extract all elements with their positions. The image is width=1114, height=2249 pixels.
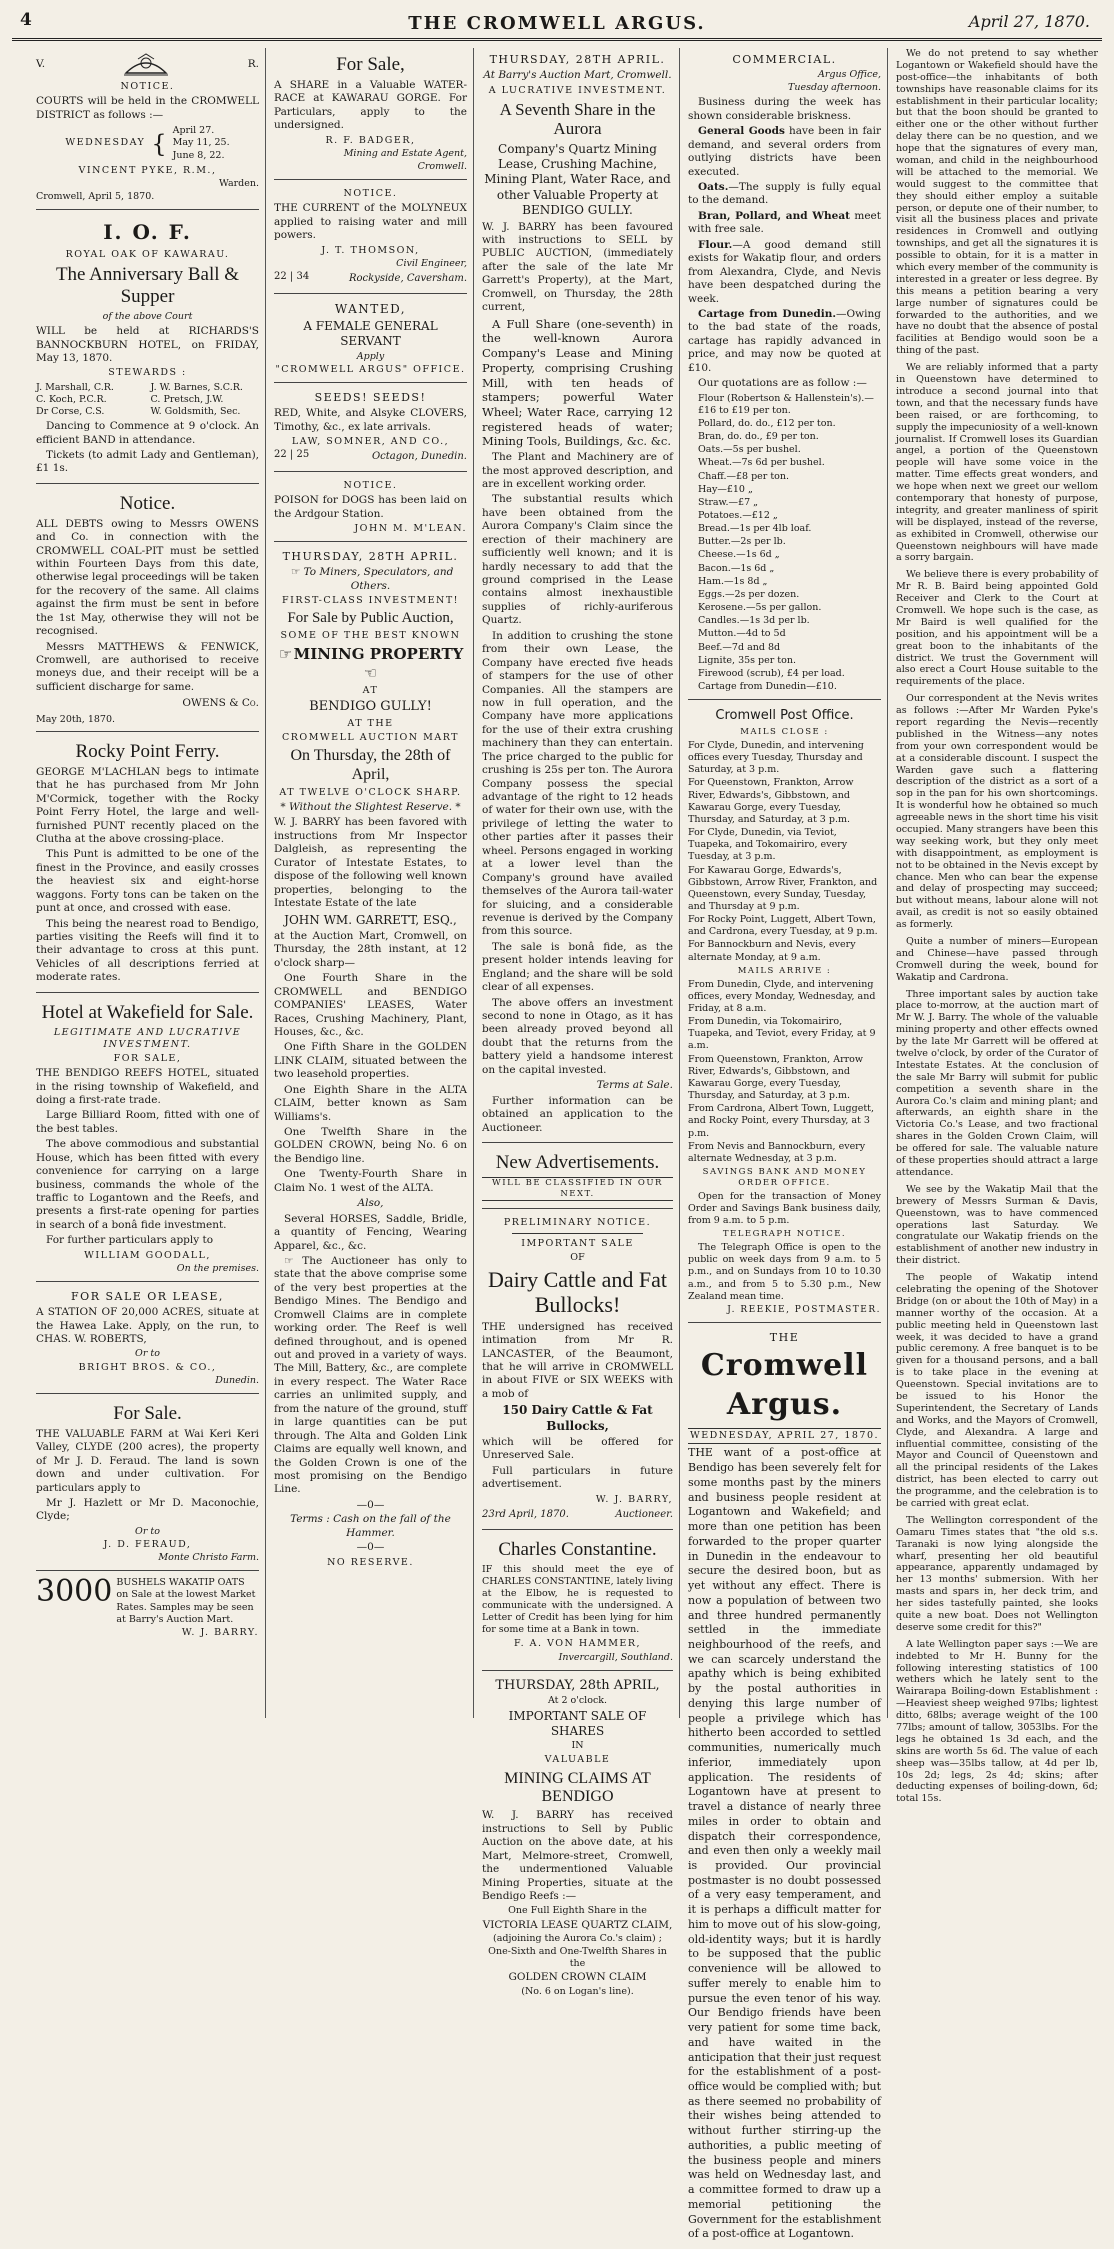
mail-close-item: For Clyde, Dunedin, via Teviot, Tuapeka, and Tokomairiro, every Tuesday, at 3 p.m. [688,827,848,863]
pointing-hand-icon: ☞ [278,644,293,663]
debts-notice [36,487,259,732]
ball-title: The Anniversary Ball & Supper [55,264,240,308]
price-item: Pollard, do. do., £12 per ton. [698,417,836,429]
news-paragraph: The Wellington correspondent of the Oamaru Times states that "the old s.s. Taranaki is now lying alongside the wharf, presenting her old beautiful appearance, apparently undamaged by her 13 months' submersion. With her masts and spars in, her deck trim, and her sides tastefully painted, she looks quite a new boat. Does not Wellington deserve some credit for this?" [896,1514,1098,1633]
auction-sale: For Sale by Public Auction, [287,610,454,627]
price-item: Oats.—5s per bushel. [698,444,801,456]
poison-text: POISON for DOGS has been laid on the Ardgour Station. [274,494,467,520]
newspaper-title: THE CROMWELL ARGUS. [408,13,706,34]
news-paragraph: We are reliably informed that a party in Queenstown have determined to introduce a second journal into that town, and that the necessary funds have been raised, or are forthcoming, to supply the impecuniosity of a well-known journalist. If Cromwell loses its Guardian angel, a portion of the Queenstown people will have some voice in the matter. Time effects great wonders, and we hope when next we greet our wellom contemporary that honesty of purpose, integrity, and greater manliness of spirit will be displayed, instead of the reverse, as exhibited in Cromwell, otherwise our Queenstown neighbours will have made a sorry bargain. [896,362,1098,564]
commercial-text: Business during the week has shown considerable briskness. [688,96,881,122]
auction-horses: Several HORSES, Saddle, Bridle, a quantity of Fencing, Wearing Apparel, &c., &c. [274,1212,467,1252]
seeds-text: RED, White, and Alsyke CLOVERS, Timothy, &c., ex late arrivals. [274,407,467,433]
ferry-text: This being the nearest road to Bendigo, parties visiting the Reefs will find it to their advantage to cross at this punt. Vehicles of all descriptions ferried at moderate rates. [36,917,259,984]
dairy-text: which will be offered for Unreserved Sale. [482,1435,673,1462]
vr-right: R. [247,58,259,71]
news-paragraph: We do not pretend to say whether Logantown or Wakefield should have the post-office—the inhabitants of both townships have reasonable claims for its establishment in their particular locality; but that the boon should be granted to either one or the other without further delay there can be no question, and we hope that the signatures of every man, woman, and child in the neighbourhood will be attached to the memorial. We would suggest to the committee that they should either employ a suitable person, or depute one of their number, to visit all the business places and private residences in Cromwell and outlying townships, and get all the signatures it is possible to obtain, for it is a matter in which every member of the community is interested in a greater or less degree. By this means a petition bearing a very large number of signatures could be forwarded to the authorities, and we have no doubt that the absence of postal facilities at Bendigo would soon be a thing of the past. [896,48,1098,357]
steward: J. Marshall, C.R. [36,381,114,393]
oats-signature: W. J. BARRY. [181,1626,259,1638]
mail-arrive-item: From Cardrona, Albert Town, Luggett, and Rocky Point, every Thursday, at 3 p.m. [688,1103,874,1139]
court-date: May 11, 25. [172,137,230,149]
mail-arrive-item: From Dunedin, Clyde, and intervening offices, every Monday, Wednesday, and Friday, at 8 a.m. [688,978,876,1014]
constantine-text: IF this should meet the eye of CHARLES CONSTANTINE, lately living at the Elbow, he is requested to communicate with the undersigned. A Letter of Credit has been lying for him for some time at a Bank in town. [482,1563,673,1636]
court-signature: VINCENT PYKE, R.M., [78,165,217,177]
dairy-head: 150 Dairy Cattle & Fat Bullocks, [502,1403,653,1433]
iof-heading: I. O. F. [103,219,192,244]
new-ads-title: New Advertisements. [495,1151,660,1173]
masthead-the: THE [769,1331,800,1345]
auction-lot: One Eighth Share in the ALTA CLAIM, better known as Sam Williams's. [274,1083,467,1123]
new-ads-heading [482,1146,673,1209]
aurora-text: In addition to crushing the stone from their own Lease, the Company have erected five heads of stampers for the use of other Companies. All the stampers are now in full operation, and the Company have more applications for the use of their extra crushing machinery than they can entertain. The price charged to the public for crushing is 25s per ton. The Aurora Company possess the special advantage of the right to 12 heads of water for their own use, with the privilege of letting the water to other parties after it passes their wheel. Persons engaged in working at a lower level than the Company's ground have availed themselves of the Aurora tail-water for sluicing, and a considerable revenue is derived by the Company from this source. [482,629,673,938]
price-item: Chaff.—£8 per ton. [698,470,790,482]
mail-close-item: For Rocky Point, Luggett, Albert Town, and Cardrona, every Tuesday, at 9 p.m. [688,914,878,938]
oats-advert [36,1574,259,1645]
constantine-advert [482,1533,673,1671]
shares-time: At 2 o'clock. [547,1695,608,1707]
aurora-text: The sale is bonâ fide, as the present holder intends leaving for England; and the share will be sold clear of all expenses. [482,940,673,994]
shares-in: IN [571,1740,584,1752]
commercial-date: Tuesday afternoon. [788,82,881,94]
auction-lot: One Fourth Share in the CROMWELL and BENDIGO COMPANIES' LEASES, Water Races, Crushing Machinery, Plant, Houses, &c., &c. [274,972,467,1038]
ferry-advert [36,735,259,993]
hotel-forsale: FOR SALE, [113,1052,182,1064]
royal-oak-heading: ROYAL OAK OF KAWARAU. [65,249,230,261]
news-paragraph: A late Wellington paper says :—We are indebted to Mr H. Bunny for the following interesting statistics of 100 wethers which he lately sent to the Wairarapa Boiling-down Establishment :—Heaviest sheep weighed 97lbs; lightest ditto, 68lbs; average weight of the 100 77lbs; amount of tallow, 3053lbs. For the legs he obtained 1s 3d each, and the skins are worth 5s 6d. The value of each sheep was—35lbs tallow, at 4d per lb, 10s 2d; legs, 2s 4d; skins; after deducting expenses of boiling-down, 6d; total 15s. [896,1638,1098,1805]
hotel-text: The above commodious and substantial House, which has been fitted with every convenience for carrying on a large business, commands the whole of the traffic to Logantown and the Reefs, and presents a first-rate opening for parties in search of a bonâ fide investment. [36,1138,259,1231]
forsale-text: A SHARE in a Valuable WATER-RACE at KAWARAU GORGE. For Particulars, apply to the undersigned. [274,78,467,132]
auction-also: Also, [357,1197,384,1210]
mail-arrive-item: From Nevis and Bannockburn, every alternate Wednesday, at 3 p.m. [688,1140,866,1164]
steward: Dr Corse, C.S. [36,405,105,417]
commercial-text: —The supply is fully equal to the demand. [688,181,881,207]
wanted-text: A FEMALE GENERAL SERVANT [303,319,438,349]
auction-at-the: AT THE [347,717,394,729]
price-item: Kerosene.—5s per gallon. [698,602,822,614]
commercial-text: meet with free sale. [688,209,881,236]
auction-mining: MINING PROPERTY [293,644,464,663]
aurora-location: At Barry's Auction Mart, Cromwell. [483,69,672,82]
poison-notice [274,475,467,542]
poison-signature: JOHN M. M'LEAN. [354,522,467,534]
water-race-advert [274,48,467,180]
issue-date: April 27, 1870. [968,12,1090,31]
oats-number: 3000 [36,1574,113,1610]
price-item: Potatoes.—£12 „ [698,509,778,521]
steward: C. Pretsch, J.W. [150,393,224,405]
editorial-section [688,1326,881,2249]
aurora-text: The Plant and Machinery are of the most approved description, and are in excellent working order. [482,451,673,490]
commercial-office: Argus Office, [817,69,881,81]
forsale-signature: R. F. BADGER, [325,134,416,146]
dairy-text: THE undersigned has received intimation from Mr R. LANCASTER, of the Beaumont, that he will arrive in CROMWELL in about FIVE or SIX WEEKS with a mob of [482,1320,673,1400]
pointing-hand-icon: ☜ [363,663,378,682]
stewards-label: STEWARDS : [108,367,187,379]
auction-text: W. J. BARRY has been favored with instructions from Mr Inspector Dalgleish, as representing the Curator of Intestate Estates, to dispose of the following well known properties, belonging to the Intestate Estate of the late [274,816,467,910]
news-paragraph: Three important sales by auction take place to-morrow, at the auction mart of Mr W. J. Barry. The whole of the valuable mining property and other effects owned by the late Mr Garrett will be offered at twelve o'clock, by order of the Curator of Intestate Estates. At the conclusion of the sale Mr Barry will submit for public competition a seventh share in the Aurora Co.'s claim and mining plant; and afterwards, an eighth share in the Victoria Co.'s Lease, and two fractional shares in the Golden Crown Claim, will be offered for sale. The valuable nature of these properties should attract a large attendance. [896,988,1098,1178]
hotel-advert [36,996,259,1282]
auction-investment: FIRST-CLASS INVESTMENT! [282,595,459,607]
dairy-prelim: PRELIMINARY NOTICE. [503,1216,652,1228]
court-day: WEDNESDAY [65,137,146,149]
mails-close-label: MAILS CLOSE : [740,727,829,738]
price-item: Bacon.—1s 6d „ [698,562,775,574]
notice-text: Messrs MATTHEWS & FENWICK, Cromwell, are authorised to receive moneys due, and their receipt will be a sufficient discharge for same. [36,640,259,693]
shares-valuable: VALUABLE [544,1754,611,1766]
notice-text: ALL DEBTS owing to Messrs OWENS and Co. in connection with the CROMWELL COAL-PIT must be settled within Fourteen Days from this date, otherwise legal proceedings will be taken for the recovery of the same. All claims against the firm must be sent in before the 1st May, otherwise they will not be recognised. [36,517,259,638]
commercial-text: have been in fair demand, and several orders from outlying districts have been executed. [688,125,881,178]
price-item: Ham.—1s 8d „ [698,575,768,587]
dairy-important: IMPORTANT SALE [521,1237,634,1249]
molyneux-place: Rockyside, Caversham. [348,272,467,284]
shares-title: MINING CLAIMS AT BENDIGO [504,1769,651,1805]
news-paragraph: We see by the Wakatip Mail that the brewery of Messrs Surman & Davis, Queenstown, was to have commenced operations last Saturday. We congratulate our Wakatip friends on the establishment of another new industry in their district. [896,1183,1098,1267]
court-date: April 27. [172,125,215,137]
pointing-hand-icon: ☞ [290,566,301,579]
forsale-role: Mining and Estate Agent, [343,147,467,159]
shares-golden: GOLDEN CROWN CLAIM [508,1971,647,1984]
ball-text: WILL be held at RICHARDS'S BANNOCKBURN HOTEL, on FRIDAY, May 13, 1870. [36,325,259,364]
farm-text: Mr J. Hazlett or Mr D. Maconochie, Clyde; [36,1496,259,1523]
farm-place: Monte Christo Farm. [158,1552,259,1564]
aurora-text: The substantial results which have been obtained from the Aurora Company's Claim since the erection of their machinery are sufficiently well known; and it is hardly necessary to add that the ground comprised in the Lease contains almost inexhaustible supplies of richly-auriferous Quartz. [482,493,673,627]
mails-arrive-label: MAILS ARRIVE : [737,965,832,976]
price-item: Firewood (scrub), £4 per load. [698,667,845,679]
news-paragraphs [896,48,1098,1805]
dairy-role: Auctioneer. [615,1508,673,1520]
molyneux-notice [274,183,467,294]
aurora-text: The above offers an investment second to none in Otago, as it has been already proved beyond all doubt that the returns from the battery yield a handsome interest on the capital invested. [482,996,673,1076]
column-4 [682,48,888,2241]
seeds-place: Octagon, Dunedin. [371,451,467,463]
steward: C. Koch, P.C.R. [36,393,107,405]
molyneux-signature: J. T. THOMSON, [321,244,420,256]
editorial-masthead: Cromwell Argus. [700,1348,869,1422]
dairy-advert [482,1212,673,1530]
ferry-text: This Punt is admitted to be one of the finest in the Province, and easily crosses the heaviest six and eight-horse waggons. Forty tons can be taken on the punt at once, and crossed with ease. [36,848,259,915]
price-item: Mutton.—4d to 5d [698,628,786,640]
commercial-label: Flour. [698,238,733,251]
forsale-place: Cromwell. [417,160,467,172]
pointing-hand-icon: ☞ [284,1254,303,1267]
mail-close-item: For Clyde, Dunedin, and intervening offices every Tuesday, Thursday and Saturday, at 3 p.m. [688,739,864,776]
farm-advert [36,1397,259,1571]
shares-date: THURSDAY, 28th APRIL, [495,1677,660,1693]
steward: W. Goldsmith, Sec. [150,405,241,417]
price-item: Lignite, 35s per ton. [698,654,796,666]
mail-arrive-item: From Queenstown, Frankton, Arrow River, Edwards's, Gibbstown, and Kawarau Gorge, every Tuesday, Thursday, and Saturday, at 3 p.m. [688,1053,864,1102]
wanted-advert [274,297,467,383]
news-paragraph: Our correspondent at the Nevis writes as follows :—After Mr Warden Pyke's report regarding the Nevis—recently published in the Witness—any notes from your own correspondent would be at a considerable discount. I suspect the Warden gave such a flattering description of the district as a sort of a sop in the pan for his own shortcomings. It is wonderful how he obtained so much agreeable news in the short time his visit occupied. Many strangers have been this way seeking work, but they only meet with disappointment, as employment is not to be obtained in the Nevis except by chance. Men who can bear the expense and delay of prospecting may succeed; but without means, labour alone will not avail, as credit is not so easily obtained as formerly. [896,693,1098,931]
lease-text: A STATION OF 20,000 ACRES, situate at the Hawea Lake. Apply, on the run, to CHAS. W. ROBERTS, [36,1306,259,1346]
mails-close-list [688,740,881,964]
oats-text: BUSHELS WAKATIP OATS on Sale at the lowest Market Rates. Samples may be seen at Barry's Auction Mart. [116,1577,256,1625]
court-notice: V. R. NOTICE. COURTS will be held in the CROMWELL DISTRICT as follows :— WEDNESDAY { April 27. May 11, 25. June 8, 22. VINCENT PYKE, R.M., Warden. Cromwell, April 5, 1870. [36,48,259,210]
auction-bendigo: BENDIGO GULLY! [309,699,432,715]
aurora-lucrative: A LUCRATIVE INVESTMENT. [488,84,667,96]
post-office-title: Cromwell Post Office. [715,708,854,724]
column-1 [30,48,266,1718]
commercial-label: Cartage from Dunedin. [698,307,837,320]
quotations-label: Our quotations are as follow :— [698,377,867,390]
commercial-label: Oats. [698,181,729,194]
hotel-name: WILLIAM GOODALL, [84,1249,211,1261]
wanted-apply: Apply [356,350,385,362]
price-list [688,393,881,694]
notice-title: Notice. [119,492,176,514]
shares-text: W. J. BARRY has received instructions to Sell by Public Auction on the above date, at his Mart, Melmore-street, Cromwell, the undermentioned Valuable Mining Properties, situate at the Bendigo Reefs :— [482,1809,673,1902]
bendigo-shares-auction [482,1674,673,2004]
seeds-title: SEEDS! SEEDS! [314,391,427,405]
dairy-text: Full particulars in future advertisement. [482,1464,673,1491]
auction-no-reserve: NO RESERVE. [327,1556,414,1568]
notice-label: NOTICE. [343,188,398,200]
shares-lot: One Full Eighth Share in the [508,1905,647,1917]
farm-title: For Sale. [113,1402,182,1424]
dairy-of: OF [570,1251,585,1263]
lease-title: FOR SALE OR LEASE, [71,1290,224,1304]
price-item: Straw.—£7 „ [698,496,759,508]
ferry-title: Rocky Point Ferry. [75,740,220,762]
aurora-text: A Full Share (one-seventh) in the well-known Aurora Company's Lease and Mining Property, comprising Crushing Mill, with ten heads of stampers; powerful Water Wheel; Water Race, carrying 12 registered heads of water; Mining Tools, Buildings, &c. &c. [482,316,673,449]
shares-claim: VICTORIA LEASE QUARTZ CLAIM, [482,1918,673,1931]
postmaster-signature: J. REEKIE, POSTMASTER. [727,1304,881,1315]
price-item: Bran, do. do., £9 per ton. [698,431,819,443]
mail-close-item: For Kawarau Gorge, Edwards's, Gibbstown, Arrow River, Frankton, and Queenstown, every Sunday, Tuesday, and Thursday at 9 p.m. [688,864,878,913]
molyneux-text: THE CURRENT of the MOLYNEUX applied to raising water and mill powers. [274,202,467,242]
aurora-text: W. J. BARRY has been favoured with instructions to SELL by PUBLIC AUCTION, (immediately after the sale of the late Mr Garrett's Property), at the Mart, Cromwell, on Thursday, the 28th current, [482,220,673,314]
auction-some: SOME OF THE BEST KNOWN [280,630,461,642]
constantine-title: Charles Constantine. [498,1538,657,1560]
savings-label: SAVINGS BANK AND MONEY ORDER OFFICE. [702,1167,867,1188]
dairy-title: Dairy Cattle and Fat Bullocks! [487,1267,667,1318]
wanted-title: WANTED, [334,301,407,316]
hotel-premises: On the premises. [176,1262,259,1274]
auction-at: AT [362,685,379,697]
auction-reserve: Without the Slightest Reserve. [288,801,453,814]
editorial-text: THE want of a post-office at Bendigo has been severely felt for some months past by the miners and business people resident at Logantown and Wakefield; and more than one petition has been forwarded to the proper quarter in Dunedin in the endeavour to secure the desired boon, but as yet without any effect. There is now a population of between two and three hundred permanently settled in the immediate neighbourhood of the reefs, and we can scarcely understand the apathy which is being exhibited by the postal authorities in denying this large number of people a privilege which has hitherto been accorded to settled communities, numerically much inferior, immediately upon application. The residents of Logantown have at present to travel a distance of nearly three miles in order to obtain and dispatch their correspondence, and even then only a weekly mail is provided. Our provincial postmaster is no doubt possessed of a very easy temperament, and it is perhaps a difficult matter for him to move out of his slow-going, old-identity ways; but it is hardly to be supposed that the public convenience will be allowed to suffer merely to enable him to pursue the even tenor of his way. Our Bendigo friends have been very patient for some time back, and have waited in the anticipation that their just request for the establishment of a post-office would be complied with; but as there seemed no probability of their wishes being attended to without further stirring-up the authorities, a public meeting of the business people and miners was held on Wednesday last, and a committee formed to draw up a memorial petitioning the Government for the establishment of a post-office at Logantown. [688,1446,881,2241]
molyneux-ref: 22 | 34 [274,270,310,282]
steward: J. W. Barnes, S.C.R. [150,381,243,393]
court-text: COURTS will be held in the CROMWELL DISTRICT as follows :— [36,95,259,121]
auction-lot: One Twenty-Fourth Share in Claim No. 1 west of the ALTA. [274,1168,467,1194]
mail-arrive-item: From Dunedin, via Tokomairiro, Tuapeka, and Teviot, every Friday, at 9 a.m. [688,1016,876,1052]
savings-text: Open for the transaction of Money Order and Savings Bank business daily, from 9 a.m. to 5 p.m. [688,1190,881,1227]
notice-label: NOTICE. [120,81,175,92]
commercial-text: —Owing to the bad state of the roads, cartage has rapidly advanced in price, and may now be quoted at £10. [688,307,881,374]
commercial-label: Bran, Pollard, and Wheat [698,209,851,222]
ball-advert [36,213,259,484]
hotel-text: Large Billiard Room, fitted with one of the best tables. [36,1109,259,1135]
lease-advert [36,1285,259,1394]
ball-subtitle: of the above Court [102,310,193,322]
aurora-further: Further information can be obtained an application to the Auctioneer. [482,1094,673,1134]
constantine-signature: F. A. VON HAMMER, [513,1638,642,1650]
price-item: Cartage from Dunedin—£10. [698,681,837,693]
court-role: Warden. [219,178,259,190]
column-5 [890,48,1104,1805]
vr-left: V. [36,58,46,71]
auction-lot: One Twelfth Share in the GOLDEN CROWN, being No. 6 on the Bendigo line. [274,1126,467,1165]
editorial-date: WEDNESDAY, APRIL 27, 1870. [688,1428,881,1444]
molyneux-role: Civil Engineer, [396,257,467,269]
farm-text: THE VALUABLE FARM at Wai Keri Keri Valley, CLYDE (200 acres), the property of Mr J. D. Feraud. The land is sown down and under cultivation. For particulars apply to [36,1427,259,1494]
lease-place: Dunedin. [215,1374,259,1386]
aurora-auction [482,48,673,1143]
seeds-signature: LAW, SOMNER, AND CO., [291,435,450,447]
hotel-title: Hotel at Wakefield for Sale. [41,1001,254,1023]
auction-estate-name: JOHN WM. GARRETT, ESQ., [284,912,457,927]
price-item: Butter.—2s per lb. [698,536,786,548]
court-place: Cromwell, April 5, 1870. [36,191,155,203]
forsale-title: For Sale, [336,54,405,75]
aurora-title: A Seventh Share in the Aurora [499,99,656,139]
price-item: Bread.—1s per 4lb loaf. [698,523,812,535]
seeds-advert [274,386,467,472]
price-item: Candles.—1s 3d per lb. [698,615,810,627]
price-item: Flour (Robertson & Hallenstein's).—£16 to £19 per ton. [698,392,874,416]
farm-or: Or to [135,1525,160,1537]
farm-name: J. D. FERAUD, [103,1539,192,1551]
price-item: Beef.—7d and 8d [698,641,781,653]
tickets-text: Tickets (to admit Lady and Gentleman), £1 1s. [36,448,259,475]
shares-sixth: One-Sixth and One-Twelfth Shares in the [488,1946,667,1970]
news-paragraph: The people of Wakatip intend celebrating the opening of the Shotover Bridge (on or about the 10th of May) in a manner worthy of the occasion. At a public meeting held in Queenstown last week, it was decided to have a grand public ceremony. A free banquet is to be given for a thousand persons, and a ball is to take place in the evening at Queenstown. Special invitations are to be issued to his Honor the Superintendent, the Secretary of Lands and Works, and the Mayors of Cromwell, Clyde, and Alexandra. A large and influential committee, consisting of the Mayor and Council of Queenstown and all the principal residents of the Lakes district, has been elected to carry out the programme, and the celebration is to be carried with great eclat. [896,1272,1098,1509]
notice-label: NOTICE. [343,479,398,491]
ferry-text: GEORGE M'LACHLAN begs to intimate that he has purchased from Mr John M'Cormick, together with the Rocky Point Ferry Hotel, the large and well-furnished PUNT recently placed on the Clutha at the above crossing-place. [36,765,259,845]
auction-lot: One Fifth Share in the GOLDEN LINK CLAIM, situated between the two leasehold properties. [274,1041,467,1081]
constantine-place: Invercargill, Southland. [558,1651,673,1663]
commercial-section [688,48,881,700]
price-item: Eggs.—2s per dozen. [698,588,800,600]
shares-no: (No. 6 on Logan's line). [521,1985,634,1997]
mails-arrive-list [688,979,881,1165]
aurora-terms: Terms at Sale. [596,1079,673,1092]
auction-date: THURSDAY, 28TH APRIL. [282,550,459,564]
commercial-label: General Goods [698,125,785,138]
price-item: Hay—£10 „ [698,483,753,495]
new-ads-subtitle: WILL BE CLASSIFIED IN OUR NEXT. [482,1177,673,1201]
dairy-date: 23rd April, 1870. [482,1508,569,1520]
hotel-subtitle: LEGITIMATE AND LUCRATIVE INVESTMENT. [53,1026,242,1050]
shares-important: IMPORTANT SALE OF SHARES [508,1708,647,1738]
auction-mart: CROMWELL AUCTION MART [281,731,460,743]
hotel-apply: For further particulars apply to [46,1234,214,1247]
auction-terms: Terms : Cash on the fall of the Hammer. [290,1513,451,1539]
news-paragraph: Quite a number of miners—European and Chinese—have passed through Cromwell during the week, bound for Wakatip and Cardrona. [896,936,1098,983]
garrett-auction: THURSDAY, 28TH APRIL. ☞ To Miners, Speculators, and Others. FIRST-CLASS INVESTMENT! For Sale by Public Auction, SOME OF THE BEST KNOWN ☞MINING PROPERTY☜ AT BENDIGO GULLY! AT THE CROMWELL AUCTION MART On Thursday, the 28th of April, AT TWELVE O'CLOCK SHARP. * Without the Slightest Reserve. * W. J. BARRY has been favored with instructions from Mr Inspector Dalgleish, as representing the Curator of Intestate Estates, to dispose of the following well known properties, belonging to the Intestate Estate of the late JOHN WM. GARRETT, ESQ., at the Auction Mart, Cromwell, on Thursday, the 28th instant, at 12 o'clock sharp— One Fourth Share in the CROMWELL and BENDIGO COMPANIES' LEASES, Water Races, Crushing Machinery, Plant, Houses, &c., &c. One Fifth Share in the GOLDEN LINK CLAIM, situated between the two leasehold properties. One Eighth Share in the ALTA CLAIM, better known as Sam Williams's. One Twelfth Share in the GOLDEN CROWN, being No. 6 on the Bendigo line. One Twenty-Fourth Share in Claim No. 1 west of the ALTA. Also, Several HORSES, Saddle, Bridle, a quantity of Fencing, Wearing Apparel, &c., &c. ☞ The Auctioneer has only to state that the above comprise some of the very best properties at the Bendigo Mines. The Bendigo and Cromwell Claims are in complete working order. The Reef is well defined throughout, and is opened out and proved in a variety of ways. The Mill, Battery, &c., are complete in every respect. The Water Race carries an unlimited supply, and from the nature of the ground, stuff in large quantities can be put through. The Alta and Golden Link Claims are equally well known, and the Golden Crown is one of the most promising on the Bendigo Line. —0— Terms : Cash on the fall of the Hammer. —0— NO RESERVE. [274,550,467,1568]
masthead [12,8,1102,41]
telegraph-label: TELEGRAPH NOTICE. [722,1229,847,1240]
telegraph-text: The Telegraph Office is open to the public on week days from 9 a.m. to 5 p.m., and on Sundays from 10 to 10.30 a.m., and from 5 to 5.30 p.m., New Zealand mean time. [688,1242,881,1302]
lease-or: Or to [135,1348,160,1360]
post-office-section [688,703,881,1323]
notice-date: May 20th, 1870. [36,713,116,725]
stewards-list [36,382,259,418]
royal-crest-icon [116,51,176,79]
price-item: Cheese.—1s 6d „ [698,549,780,561]
mail-close-item: For Queenstown, Frankton, Arrow River, Edwards's, Gibbstown, and Kawarau Gorge, every Tuesday, Thursday, and Saturday, at 3 p.m. [688,777,854,825]
auction-day: On Thursday, the 28th of April, [290,747,451,783]
aurora-date: THURSDAY, 28TH APRIL. [489,53,666,66]
commercial-title: COMMERCIAL. [732,53,837,66]
column-3 [476,48,680,1997]
wanted-office: "CROMWELL ARGUS" OFFICE. [275,363,466,375]
dairy-signature: W. J. BARRY, [595,1493,673,1505]
auction-note: The Auctioneer has only to state that the above comprise some of the very best properties at the Bendigo Mines. The Bendigo and Cromwell Claims are in complete working order. The Reef is well defined throughout, and is opened out and proved in a variety of ways. The Mill, Battery, &c., are complete in every respect. The Water Race carries an unlimited supply, and from the nature of the ground, stuff in large quantities can be put through. The Alta and Golden Link Claims are equally well known, and the Golden Crown is one of the most promising on the Bendigo Line. [274,1254,467,1496]
mail-close-item: For Bannockburn and Nevis, every alternate Monday, at 9 a.m. [688,939,856,963]
auction-dash: —0— [356,1541,385,1554]
auction-text: at the Auction Mart, Cromwell, on Thursday, the 28th instant, at 12 o'clock sharp— [274,929,467,969]
auction-dash: —0— [356,1498,385,1511]
seeds-ref: 22 | 25 [274,449,310,461]
shares-adjoining: (adjoining the Aurora Co.'s claim) ; [493,1933,662,1945]
news-paragraph: We believe there is every probability of Mr R. B. Baird being appointed Gold Receiver and Clerk to the Court at Cromwell. We hope such is the case, as Mr Baird is well qualified for the position, and his appointment will be a great boon to the inhabitants of the district. We trust the Government will also erect a Court House suitable to the requirements of the place. [896,569,1098,688]
commercial-text: —A good demand still exists for Wakatip flour, and orders from Alexandra, Clyde, and Nevis have been despatched during the week. [688,238,881,305]
aurora-subtitle: Company's Quartz Mining Lease, Crushing Machine, Mining Plant, Water Race, and other Valuable Property at BENDIGO GULLY. [484,141,671,218]
court-date: June 8, 22. [172,149,225,161]
auction-to: To Miners, Speculators, and Others. [303,566,454,592]
dancing-text: Dancing to Commence at 9 o'clock. An efficient BAND in attendance. [36,420,259,446]
auction-time: AT TWELVE O'CLOCK SHARP. [279,786,462,798]
page-number: 4 [20,10,32,30]
notice-signature: OWENS & Co. [182,697,259,710]
hotel-text: THE BENDIGO REEFS HOTEL, situated in the rising township of Wakefield, and doing a first-rate trade. [36,1067,259,1106]
column-2 [268,48,474,1718]
lease-bright: BRIGHT BROS. & CO., [78,1361,217,1373]
price-item: Wheat.—7s 6d per bushel. [698,457,825,469]
